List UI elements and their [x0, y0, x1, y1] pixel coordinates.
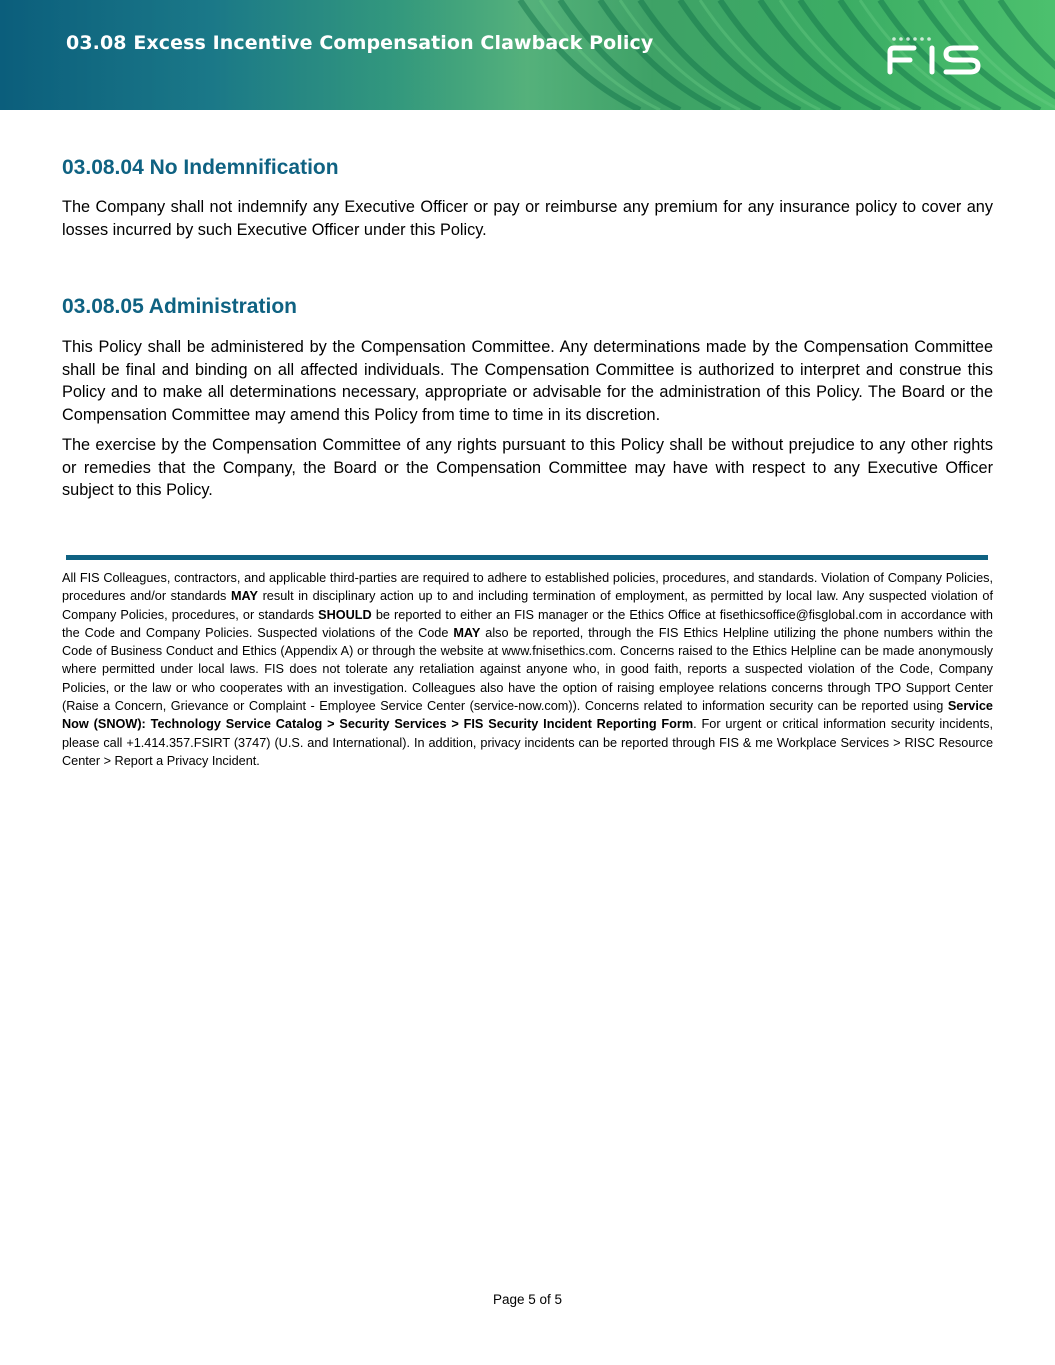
notice-text-1: All FIS Colleagues, contractors, and applicable third-parties are required to adhere to established policies, procedures, and standards. Violation of Company Policies, procedures and/or standards	[62, 571, 993, 604]
notice-text-4: also be reported, through the FIS Ethics Helpline utilizing the phone numbers within the Code of Business Conduct and Ethics (Appendix A) or through the website at www.fnisethics.com. Concerns raised to the Ethics Helpline can be made anonymously where permitted under local laws. FIS does not tolerate any retaliation against anyone who, in good faith, reports a suspected violation of the Code, Company Policies, or the law or who cooperates with an investigation. Colleagues also have the option of raising employee relations concerns through TPO Support Center (Raise a Concern, Grievance or Complaint - Employee Service Center (service-now.com)). Concerns related to information security can be reported using	[62, 625, 993, 714]
ethics-notice	[62, 569, 993, 770]
notice-text-3: be reported to either an FIS manager or the Ethics Office at fisethicsoffice@fisglobal.com in accordance with the Code and Company Policies. Suspected violations of the Code	[62, 607, 993, 640]
notice-emphasis-may-2: MAY	[453, 625, 481, 640]
page-number: Page 5 of 5	[492, 1292, 563, 1307]
paragraph-no-indemnification: The Company shall not indemnify any Executive Officer or pay or reimburse any premium for any insurance policy to cover any losses incurred by such Executive Officer under this Policy.	[62, 198, 993, 239]
notice-text-5: . For urgent or critical information security incidents, please call +1.414.357.FSIRT (3747) (U.S. and International). In addition, privacy incidents can be reported through FIS & me Workplace Services > RISC Resource Center > Report a Privacy Incident.	[62, 717, 993, 768]
document-title: 03.08 Excess Incentive Compensation Clawback Policy	[66, 32, 654, 54]
notice-emphasis-should: SHOULD	[318, 607, 372, 622]
section-divider	[66, 555, 988, 560]
page-header-banner	[0, 0, 1055, 110]
notice-emphasis-may: MAY	[230, 589, 258, 604]
paragraph-administration-2: The exercise by the Compensation Committee of any rights pursuant to this Policy shall be without prejudice to any other rights or remedies that the Company, the Board or the Compensation Committee may have with respect to any Executive Officer subject to this Policy.	[62, 436, 993, 499]
notice-snow-path: Service Now (SNOW): Technology Service Catalog > Security Services > FIS Security Incident Reporting Form	[62, 699, 993, 732]
paragraph-administration-1: This Policy shall be administered by the Compensation Committee. Any determinations made by the Compensation Committee shall be final and binding on all affected individuals. The Compensation Committee is authorized to interpret and construe this Policy and to make all determinations necessary, appropriate or advisable for the administration of this Policy. The Board or the Compensation Committee may amend this Policy from time to time in its discretion.	[62, 338, 993, 424]
section-heading-no-indemnification: 03.08.04 No Indemnification	[62, 156, 339, 179]
notice-text-2: result in disciplinary action up to and including termination of employment, as permitted by local law. Any suspected violation of Company Policies, procedures, or standards	[62, 589, 994, 622]
section-heading-administration: 03.08.05 Administration	[62, 295, 297, 318]
fis-logo	[884, 36, 984, 78]
